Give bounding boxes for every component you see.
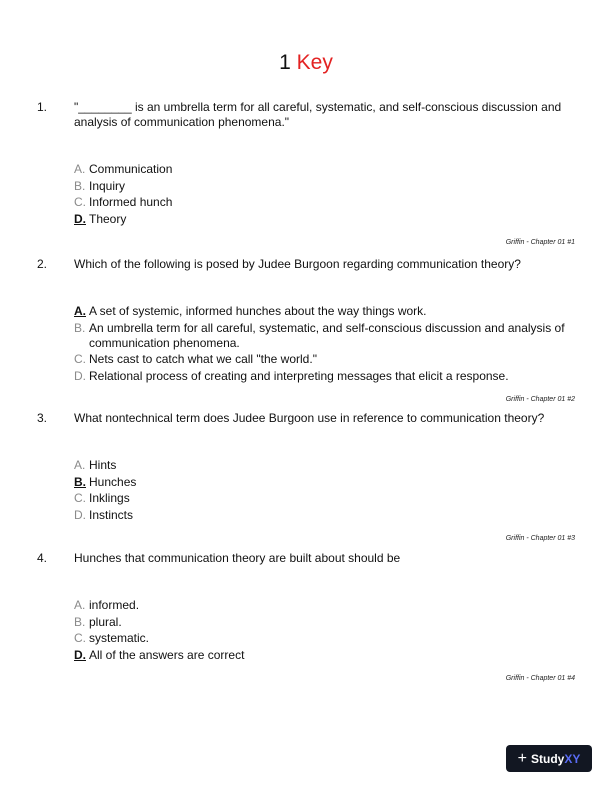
plus-icon: + (517, 749, 527, 767)
question-number: 1. (37, 100, 48, 114)
answer-options (74, 598, 574, 663)
question-4 (37, 551, 577, 683)
question-text: What nontechnical term does Judee Burgoon use in reference to communication theory? (74, 411, 545, 425)
answer-options (74, 162, 574, 227)
answer-key-label: Key (296, 51, 333, 74)
option-text: informed. (89, 598, 140, 612)
answer-option-c (74, 352, 574, 367)
answer-option-a (74, 162, 574, 177)
answer-options (74, 458, 574, 523)
option-letter: A. (74, 598, 86, 612)
option-text: An umbrella term for all careful, systematic, and self-conscious discussion and analysis of communication phenomena. (89, 320, 565, 350)
correct-option-letter: B. (74, 474, 86, 489)
question-number: 2. (37, 257, 48, 271)
correct-option-letter: D. (74, 647, 86, 662)
answer-option-c (74, 631, 574, 646)
option-text: Informed hunch (89, 195, 173, 209)
answer-option-a (74, 458, 574, 473)
option-text: plural. (89, 614, 122, 629)
question-number: 4. (37, 551, 48, 565)
question-source: Griffin - Chapter 01 #2 (505, 395, 575, 403)
option-text: Communication (89, 162, 173, 176)
question-1 (37, 100, 577, 247)
page-number: 1 (279, 51, 291, 74)
option-letter: C. (74, 195, 86, 209)
option-text: Instincts (89, 507, 134, 522)
correct-option-letter: A. (74, 304, 86, 318)
option-letter: C. (74, 352, 86, 366)
option-letter: D. (74, 368, 86, 383)
answer-options (74, 304, 574, 384)
answer-option-d (74, 508, 574, 523)
question-text: Which of the following is posed by Judee Burgoon regarding communication theory? (74, 257, 521, 271)
question-number: 3. (37, 411, 48, 425)
option-letter: B. (74, 614, 86, 629)
question-3 (37, 411, 577, 543)
page-title (0, 50, 612, 76)
option-text: Inklings (89, 491, 130, 505)
option-text: Nets cast to catch what we call "the world." (89, 352, 317, 366)
option-letter: C. (74, 491, 86, 505)
question-source: Griffin - Chapter 01 #4 (505, 674, 575, 682)
option-text: Relational process of creating and interpreting messages that elicit a response. (89, 368, 509, 383)
correct-option-letter: D. (74, 211, 86, 226)
option-letter: A. (74, 162, 86, 176)
option-letter: B. (74, 178, 86, 193)
answer-option-a (74, 598, 574, 613)
question-text: Hunches that communication theory are built about should be (74, 551, 401, 565)
brand-name: StudyXY (530, 751, 581, 766)
option-text: Inquiry (89, 178, 126, 193)
answer-option-d (74, 369, 574, 384)
option-letter: B. (74, 320, 86, 335)
question-source: Griffin - Chapter 01 #3 (505, 534, 575, 542)
option-text: Hints (89, 458, 117, 472)
question-2 (37, 257, 577, 404)
answer-option-b (74, 321, 574, 351)
answer-option-c (74, 195, 574, 210)
answer-option-c (74, 491, 574, 506)
option-text: All of the answers are correct (89, 647, 245, 662)
answer-option-d (74, 648, 574, 663)
option-text: Hunches (89, 474, 137, 489)
option-text: A set of systemic, informed hunches about the way things work. (89, 304, 427, 318)
question-source: Griffin - Chapter 01 #1 (505, 238, 575, 246)
answer-option-b (74, 475, 574, 490)
answer-option-b (74, 615, 574, 630)
option-text: Theory (89, 211, 127, 226)
question-text: "________ is an umbrella term for all careful, systematic, and self-conscious discussion and analysis of communication phenomena." (74, 100, 562, 129)
answer-option-b (74, 179, 574, 194)
answer-option-d (74, 212, 574, 227)
option-text: systematic. (89, 631, 150, 645)
option-letter: A. (74, 458, 86, 472)
option-letter: D. (74, 507, 86, 522)
option-letter: C. (74, 631, 86, 645)
studyxy-badge[interactable] (506, 745, 592, 772)
answer-option-a (74, 304, 574, 319)
